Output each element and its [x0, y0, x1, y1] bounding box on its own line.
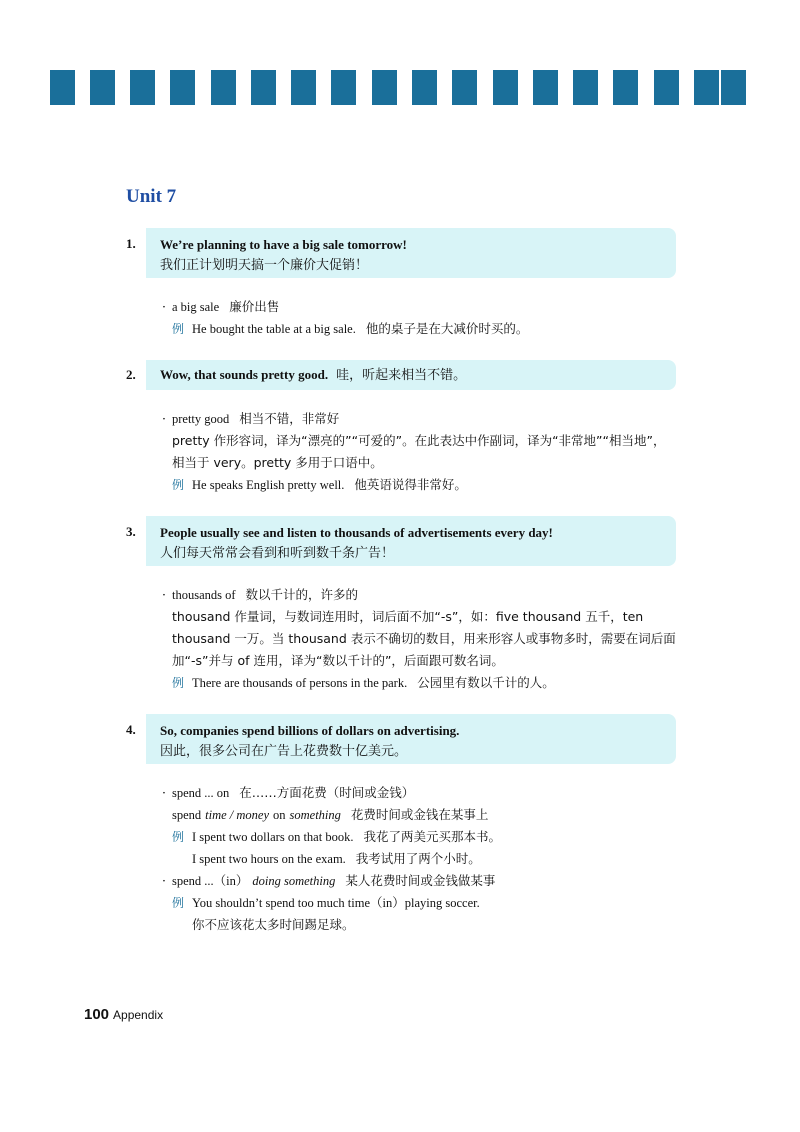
- sentence-chinese: 因此，很多公司在广告上花费数十亿美元。: [160, 744, 408, 759]
- header-bar-segment: [694, 70, 719, 105]
- example-english: I spent two hours on the exam.: [192, 852, 346, 866]
- header-bar-segment: [412, 70, 437, 105]
- sentence-box: [146, 516, 676, 566]
- note-meaning: 廉价出售: [229, 299, 280, 314]
- sentence-chinese: 哇，听起来相当不错。: [336, 368, 467, 383]
- example-marker: 例: [172, 478, 185, 492]
- header-bar-segment: [452, 70, 477, 105]
- example-english: He speaks English pretty well.: [192, 478, 345, 492]
- notes: [162, 584, 676, 694]
- example-chinese: 你不应该花太多时间踢足球。: [192, 917, 355, 932]
- header-bar-segment: [654, 70, 679, 105]
- example-chinese: 我考试用了两个小时。: [355, 851, 481, 866]
- note-term: thousands of: [172, 588, 236, 602]
- note-term: a big sale: [172, 300, 220, 314]
- note-line: · spend ... on 在……方面花费（时间或金钱）: [162, 785, 415, 800]
- example-english: I spent two dollars on that book.: [192, 830, 354, 844]
- example-marker: 例: [172, 896, 185, 910]
- note-explanation: pretty 作形容词，译为“漂亮的”“可爱的”。在此表达中作副词，译为“非常地”“相当地”，相当于 very。pretty 多用于口语中。: [172, 433, 666, 470]
- sentence-chinese: 人们每天常常会看到和听到数千条广告！: [160, 546, 395, 561]
- note-line: · thousands of 数以千计的，许多的: [162, 587, 359, 602]
- sentence-box: [146, 228, 676, 278]
- header-bar-segment: [573, 70, 598, 105]
- pattern-complement: something: [289, 808, 341, 822]
- example-line: [162, 672, 676, 694]
- note-term-italic: doing something: [252, 874, 336, 888]
- sentence-english: People usually see and listen to thousands of advertisements every day!: [160, 525, 553, 540]
- page-footer: [84, 1006, 163, 1024]
- header-bar-segment: [533, 70, 558, 105]
- footer-section-label: Appendix: [113, 1008, 164, 1022]
- notes: [162, 782, 676, 936]
- example-chinese: 我花了两美元买那本书。: [363, 829, 501, 844]
- note-explanation: thousand 作量词，与数词连用时，词后面不加“-s”，如：five thousand 五千，ten thousand 一万。当 thousand 表示不确切的数目，用来形容人或事物多时，需要在词后面加“-s”并与 of 连用，译为“数以千计的”，后面跟可数名词。: [172, 609, 676, 668]
- notes: [162, 296, 676, 340]
- example-english: You shouldn’t spend too much time（in）playing soccer.: [192, 896, 480, 910]
- example-marker: 例: [172, 322, 185, 336]
- example-line: [162, 914, 676, 936]
- example-chinese: 他的桌子是在大减价时买的。: [365, 321, 529, 336]
- unit-title: Unit 7: [126, 186, 177, 207]
- sentence-english: So, companies spend billions of dollars on advertising.: [160, 723, 460, 738]
- header-bar-segment: [130, 70, 155, 105]
- header-bar-segment: [331, 70, 356, 105]
- sentence-box: [146, 714, 676, 764]
- sentence-english: Wow, that sounds pretty good.: [160, 367, 329, 382]
- pattern-preposition: on: [273, 808, 286, 822]
- section-number: 4.: [126, 722, 136, 737]
- example-marker: 例: [172, 830, 185, 844]
- note-line: · pretty good 相当不错，非常好: [162, 411, 340, 426]
- example-chinese: 公园里有数以千计的人。: [417, 675, 555, 690]
- note-term: spend ...（in）: [172, 874, 249, 888]
- header-bar-segment: [90, 70, 115, 105]
- example-marker: 例: [172, 676, 185, 690]
- sentence-box: [146, 360, 676, 390]
- header-decoration-bar: [50, 70, 746, 105]
- note-line: · spend ...（in） doing something 某人花费时间或金钱做某事: [162, 873, 496, 888]
- pattern-meaning: 花费时间或金钱在某事上: [350, 807, 489, 822]
- header-bar-segment: [291, 70, 316, 105]
- note-term: pretty good: [172, 412, 230, 426]
- sentence-chinese: 我们正计划明天搞一个廉价大促销！: [160, 258, 369, 273]
- header-bar-segment: [372, 70, 397, 105]
- example-chinese: 他英语说得非常好。: [354, 477, 467, 492]
- pattern-verb: spend: [172, 808, 202, 822]
- header-bar-segment: [50, 70, 75, 105]
- header-bar-segment: [211, 70, 236, 105]
- note-meaning: 某人花费时间或金钱做某事: [345, 873, 496, 888]
- note-meaning: 数以千计的，许多的: [245, 587, 359, 602]
- header-bar-segment: [493, 70, 518, 105]
- note-pattern: [162, 804, 676, 826]
- section-number: 1.: [126, 236, 136, 251]
- sentence-english: We’re planning to have a big sale tomorrow!: [160, 237, 407, 252]
- example-line: [162, 892, 676, 914]
- example-english: He bought the table at a big sale.: [192, 322, 356, 336]
- pattern-object: time / money: [205, 808, 270, 822]
- example-english: There are thousands of persons in the park.: [192, 676, 408, 690]
- note-term: spend ... on: [172, 786, 230, 800]
- note-meaning: 在……方面花费（时间或金钱）: [239, 785, 415, 800]
- note-meaning: 相当不错，非常好: [239, 411, 340, 426]
- note-line: · a big sale 廉价出售: [162, 299, 280, 314]
- header-bar-segment: [613, 70, 638, 105]
- notes: [162, 408, 676, 496]
- example-line: [162, 848, 676, 870]
- example-line: [162, 826, 676, 848]
- section-number: 2.: [126, 367, 136, 382]
- header-bar-segment: [170, 70, 195, 105]
- header-bar-segment: [251, 70, 276, 105]
- page-number: 100: [84, 1006, 110, 1023]
- header-bar-segment: [721, 70, 746, 105]
- example-line: [162, 318, 676, 340]
- section-number: 3.: [126, 524, 136, 539]
- example-line: [162, 474, 676, 496]
